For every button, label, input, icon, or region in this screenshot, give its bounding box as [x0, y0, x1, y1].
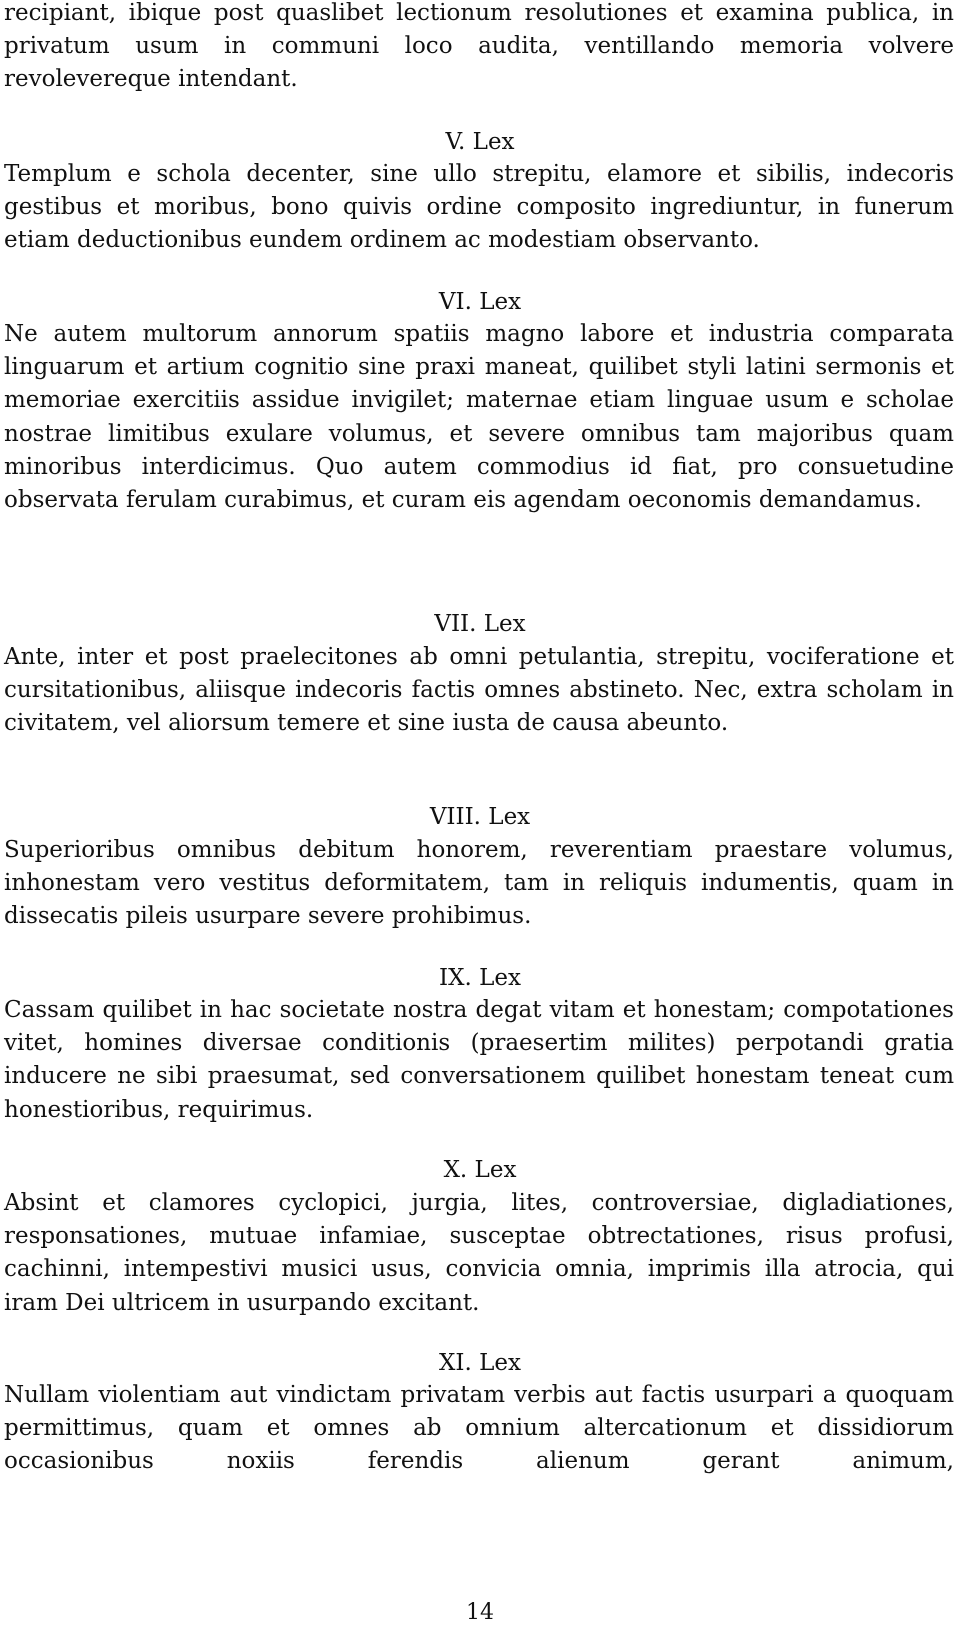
section-text-xi: Nullam violentiam aut vindictam privatam verbis aut factis usurpari a quoquam permittimus, quam et omnes ab omnium altercationum et dissidiorum occasionibus noxiis ferendis alienum gerant animum,: [4, 1382, 954, 1475]
section-text-vii: Ante, inter et post praelecitones ab omni petulantia, strepitu, vociferatione et cursitationibus, aliisque indecoris factis omnes abstineto. Nec, extra scholam in civitatem, vel aliorsum temere et sine iusta de causa abeunto.: [4, 644, 954, 737]
section-heading-vi: VI. Lex: [438, 289, 522, 315]
section-heading-vii: VII. Lex: [434, 611, 526, 637]
section-text-x: Absint et clamores cyclopici, jurgia, lites, controversiae, digladiationes, responsationes, mutuae infamiae, susceptae obtrectationes, risus profusi, cachinni, intempestivi musici usus, convicia omnia, imprimis illa atrocia, qui iram Dei ultricem in usurpando excitant.: [4, 1190, 954, 1316]
intro-paragraph: recipiant, ibique post quaslibet lectionum resolutiones et examina publica, in privatum usum in communi loco audita, ventillando memoria volvere revolevereque intendant.: [4, 0, 954, 93]
section-text-viii: Superioribus omnibus debitum honorem, reverentiam praestare volumus, inhonestam vero vestitus deformitatem, tam in reliquis indumentis, quam in dissecatis pileis usurpare severe prohibimus.: [4, 837, 954, 930]
page-number: 14: [466, 1600, 494, 1625]
section-heading-xi: XI. Lex: [439, 1350, 521, 1376]
section-heading-ix: IX. Lex: [439, 965, 521, 991]
section-text-vi: Ne autem multorum annorum spatiis magno labore et industria comparata linguarum et artium cognitio sine praxi maneat, quilibet styli latini sermonis et memoriae exercitiis assidue invigilet; maternae etiam linguae usum e scholae nostrae limitibus exulare volumus, et severe omnibus tam majoribus quam minoribus interdicimus. Quo autem commodius id fiat, pro consuetudine observata ferulam curabimus, et curam eis agendam oeconomis demandamus.: [4, 321, 954, 514]
section-text-ix: Cassam quilibet in hac societate nostra degat vitam et honestam; compotationes vitet, homines diversae conditionis (praesertim milites) perpotandi gratia inducere ne sibi praesumat, sed conversationem quilibet honestam teneat cum honestioribus, requirimus.: [4, 997, 954, 1123]
section-text-v: Templum e schola decenter, sine ullo strepitu, elamore et sibilis, indecoris gestibus et moribus, bono quivis ordine composito ingrediuntur, in funerum etiam deductionibus eundem ordinem ac modestiam observanto.: [4, 161, 954, 254]
section-heading-v: V. Lex: [445, 129, 515, 155]
section-heading-viii: VIII. Lex: [429, 804, 531, 830]
section-heading-x: X. Lex: [443, 1157, 517, 1183]
